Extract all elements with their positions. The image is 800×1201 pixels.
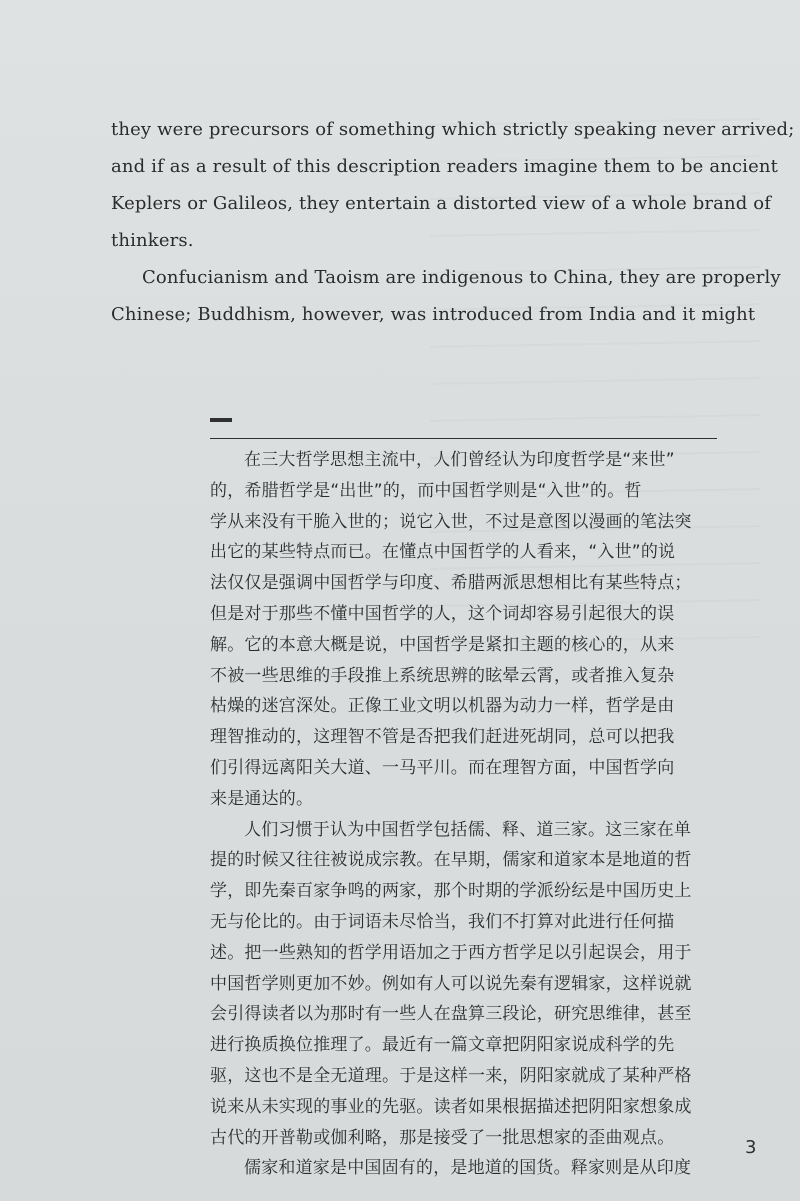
footnote-marker — [210, 418, 232, 422]
chinese-line: 说来从未实现的事业的先驱。读者如果根据描述把阴阳家想象成 — [210, 1096, 692, 1117]
chinese-line: 提的时候又往往被说成宗教。在早期，儒家和道家本是地道的哲 — [210, 850, 692, 871]
chinese-line: 驱，这也不是全无道理。于是这样一来，阴阳家就成了某种严格 — [210, 1065, 692, 1086]
chinese-line: 述。把一些熟知的哲学用语加之于西方哲学足以引起误会，用于 — [210, 942, 692, 963]
chinese-line: 无与伦比的。由于词语未尽恰当，我们不打算对此进行任何描 — [210, 911, 675, 932]
chinese-line: 但是对于那些不懂中国哲学的人，这个词却容易引起很大的误 — [210, 603, 675, 624]
english-line: thinkers. — [111, 230, 194, 251]
chinese-line: 古代的开普勒或伽利略，那是接受了一批思想家的歪曲观点。 — [210, 1127, 675, 1148]
chinese-line: 中国哲学则更加不妙。例如有人可以说先秦有逻辑家，这样说就 — [210, 973, 692, 994]
chinese-line: 会引得读者以为那时有一些人在盘算三段论，研究思维律，甚至 — [210, 1004, 692, 1025]
chinese-line: 法仅仅是强调中国哲学与印度、希腊两派思想相比有某些特点； — [210, 573, 692, 594]
chinese-line: 学从来没有干脆入世的；说它入世，不过是意图以漫画的笔法突 — [210, 511, 692, 532]
english-line: they were precursors of something which strictly speaking never arrived; — [111, 119, 795, 140]
chinese-line: 们引得远离阳关大道、一马平川。而在理智方面，中国哲学向 — [210, 757, 675, 778]
page-number: 3 — [745, 1137, 757, 1158]
chinese-line: 的，希腊哲学是“出世”的，而中国哲学则是“入世”的。哲 — [210, 480, 642, 501]
footnote-divider — [210, 438, 717, 439]
chinese-line: 来是通达的。 — [210, 788, 314, 809]
chinese-line: 儒家和道家是中国固有的，是地道的国货。释家则是从印度 — [244, 1158, 692, 1179]
english-line: and if as a result of this description readers imagine them to be ancient — [111, 156, 779, 177]
chinese-line: 在三大哲学思想主流中，人们曾经认为印度哲学是“来世” — [244, 450, 675, 470]
english-line: Chinese; Buddhism, however, was introduced from India and it might — [111, 304, 756, 325]
chinese-line: 进行换质换位推理了。最近有一篇文章把阴阳家说成科学的先 — [210, 1035, 675, 1056]
english-line: Confucianism and Taoism are indigenous to China, they are properly — [142, 267, 781, 288]
chinese-line: 枯燥的迷宫深处。正像工业文明以机器为动力一样，哲学是由 — [210, 696, 675, 717]
english-text-block — [111, 111, 795, 333]
chinese-line: 理智推动的，这理智不管是否把我们赶进死胡同，总可以把我 — [210, 727, 675, 748]
chinese-line: 不被一些思维的手段推上系统思辨的眩晕云霄，或者推入复杂 — [210, 665, 675, 686]
chinese-line: 解。它的本意大概是说，中国哲学是紧扣主题的核心的，从来 — [210, 634, 675, 655]
chinese-line: 出它的某些特点而已。在懂点中国哲学的人看来，“入世”的说 — [210, 542, 676, 563]
chinese-line: 学，即先秦百家争鸣的两家，那个时期的学派纷纭是中国历史上 — [210, 881, 692, 902]
chinese-translation-block — [210, 445, 720, 1184]
english-line: Keplers or Galileos, they entertain a distorted view of a whole brand of — [111, 193, 772, 214]
chinese-line: 人们习惯于认为中国哲学包括儒、释、道三家。这三家在单 — [244, 819, 692, 840]
